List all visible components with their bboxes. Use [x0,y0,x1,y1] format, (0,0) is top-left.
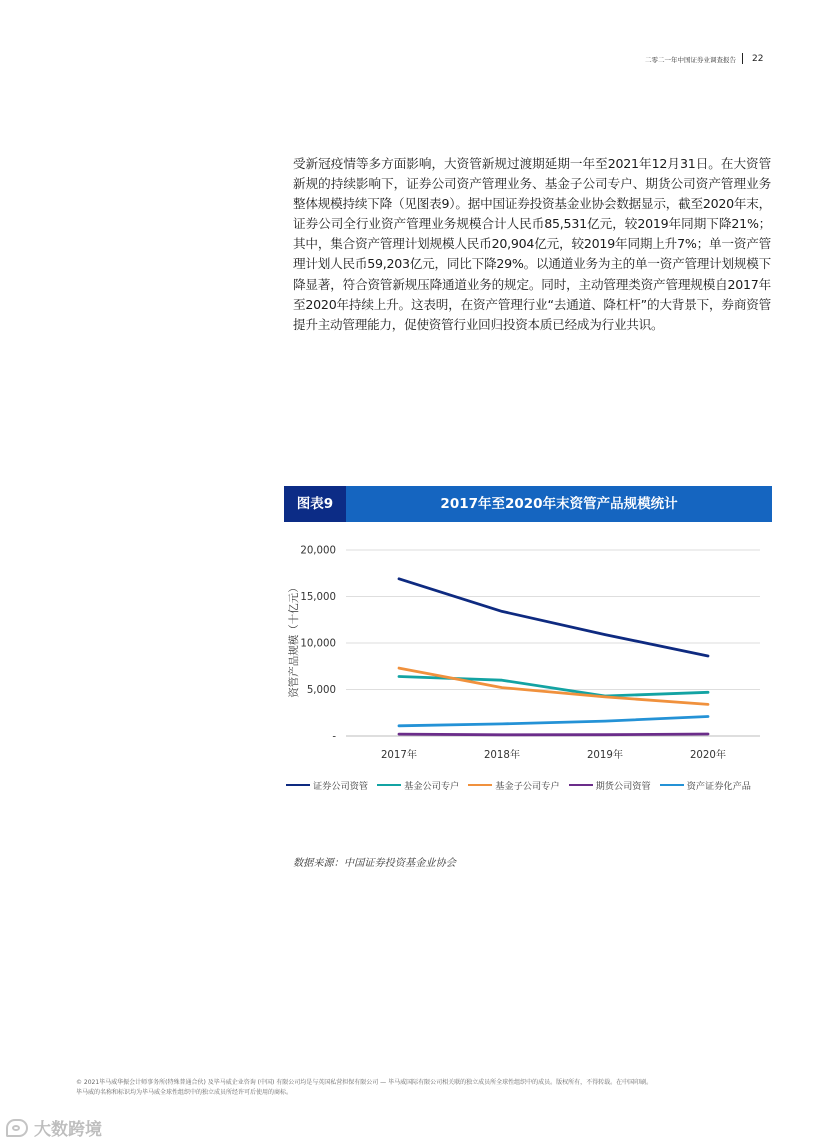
watermark [6,1115,102,1140]
legend-item [468,778,559,792]
body-paragraph: 受新冠疫情等多方面影响，大资管新规过渡期延期一年至2021年12月31日。在大资管新规的持续影响下，证券公司资产管理业务、基金子公司专户、期货公司资产管理业务整体规模持续下降（见图表9）。据中国证券投资基金业协会数据显示，截至2020年末，证券公司全行业资产管理业务规模合计人民币85,531亿元，较2019年同期下降21%；其中，集合资产管理计划规模人民币20,904亿元，较2019年同期上升7%；单一资产管理计划人民币59,203亿元，同比下降29%。以通道业务为主的单一资产管理计划规模下降显著，符合资管新规压降通道业务的规定。同时，主动管理类资产管理规模自2017年至2020年持续上升。这表明，在资产管理行业“去通道、降杠杆”的大背景下，券商资管提升主动管理能力，促使资管行业回归投资本质已经成为行业共识。 [293,156,771,332]
line-chart [284,530,772,770]
legend-item [286,778,368,792]
report-title: 二零二一年中国证券业调查报告 [645,56,736,64]
footer-line-2: 毕马威的名称和标识均为毕马威全球性组织中的独立成员所经许可后使用的商标。 [76,1089,293,1096]
x-tick-label: 2019年 [586,750,624,761]
footer-copyright [76,1078,756,1098]
y-tick-label: - [332,731,336,743]
legend-swatch [286,784,310,787]
figure-label: 图表9 [284,486,346,522]
header-divider [742,53,743,64]
y-tick-label: 5,000 [306,685,336,696]
legend-swatch [569,784,593,787]
chart-grid [346,550,760,736]
series-line [399,579,708,656]
figure-title: 2017年至2020年末资管产品规模统计 [440,496,678,512]
footer-line-1: © 2021毕马威华振会计师事务所(特殊普通合伙) 及毕马威企业咨询 (中国) 有限公司均是与英国私营担保有限公司 — 毕马威国际有限公司相关联的独立成员所全球性组织中的成员。版权所有，不得转载。在中国印刷。 [76,1079,653,1086]
legend-label: 基金子公司专户 [495,781,560,792]
chart-series [399,579,708,735]
series-line [399,717,708,726]
series-line [399,668,708,704]
legend-label: 资产证券化产品 [686,781,751,792]
chart-legend [286,778,772,792]
legend-item [377,778,459,792]
legend-swatch [377,784,401,787]
legend-label: 期货公司资管 [595,781,651,792]
x-axis-ticks [381,748,726,761]
watermark-text: 大数跨境 [34,1120,102,1140]
y-tick-label: 20,000 [300,545,336,557]
legend-label: 基金公司专户 [404,781,460,792]
y-tick-label: 15,000 [300,592,336,603]
x-tick-label: 2017年 [380,750,418,761]
legend-item [660,778,751,792]
watermark-logo-icon [6,1119,28,1137]
page-number: 22 [752,54,764,64]
y-axis-ticks [300,546,336,743]
x-tick-label: 2020年 [689,750,727,761]
y-tick-label: 10,000 [300,638,336,650]
legend-label: 证券公司资管 [313,781,369,792]
series-line [399,734,708,735]
data-source: 数据来源：中国证券投资基金业协会 [293,858,456,869]
legend-item [569,778,651,792]
legend-swatch [468,784,492,787]
legend-swatch [660,784,684,787]
figure-header [284,486,772,522]
y-axis-label: 资管产品规模（十亿元） [288,582,300,698]
x-tick-label: 2018年 [483,750,521,761]
